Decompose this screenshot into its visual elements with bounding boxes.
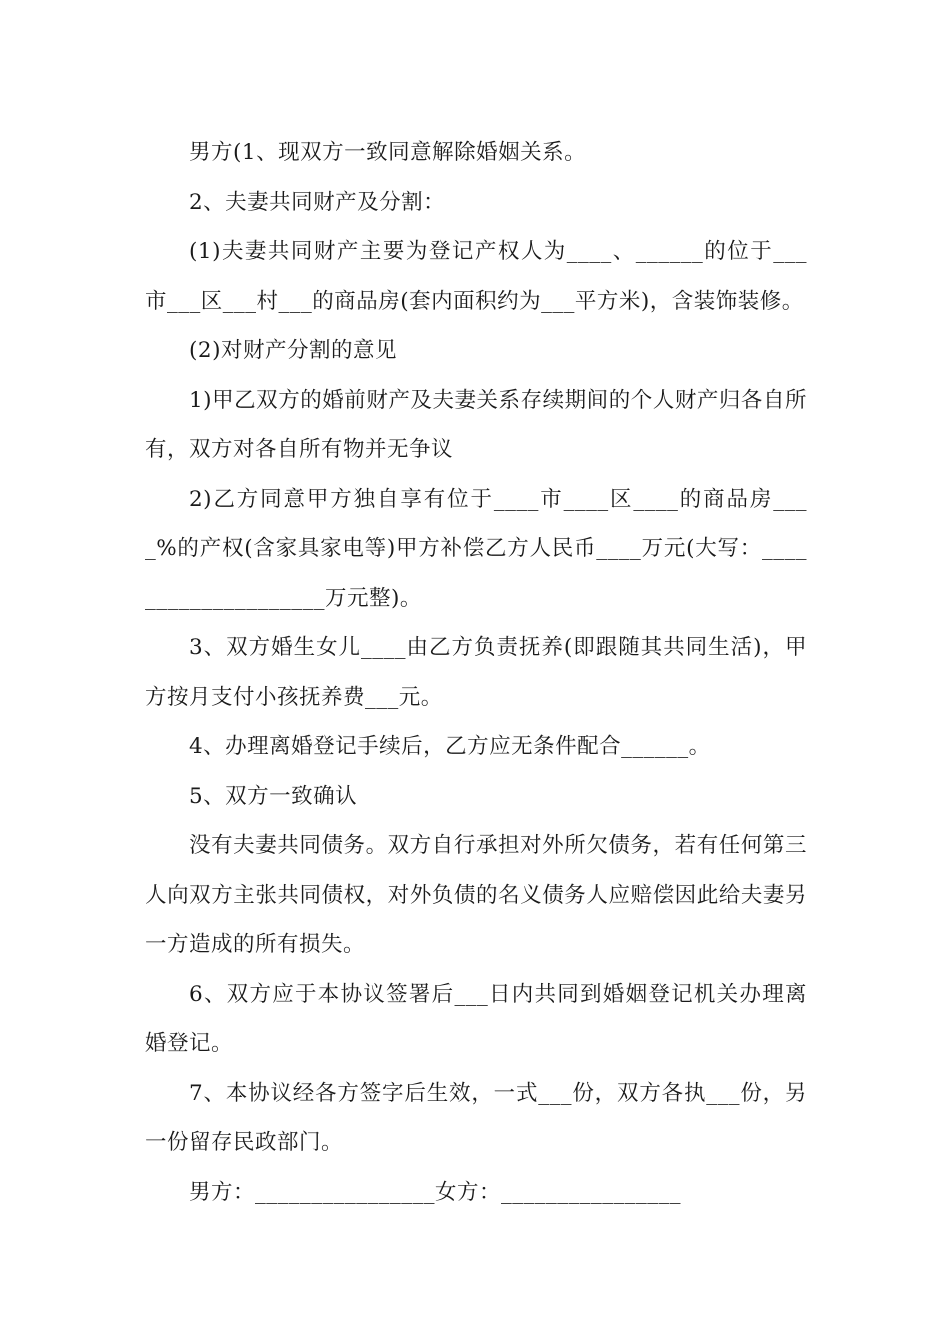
paragraph-mutual-confirmation: 5、双方一致确认 <box>189 783 358 809</box>
paragraph-house-ownership: 2)乙方同意甲方独自享有位于____市____区____的商品房____%的产权(含家具家电等)甲方补偿乙方人民币____万元(大写：____________________万元整)。 <box>145 486 807 611</box>
paragraph-section-2-heading: 2、夫妻共同财产及分割： <box>189 189 446 215</box>
paragraph-child-custody: 3、双方婚生女儿____由乙方负责抚养(即跟随其共同生活)，甲方按月支付小孩抚养费___元。 <box>145 635 807 710</box>
paragraph-debts: 没有夫妻共同债务。双方自行承担对外所欠债务，若有任何第三人向双方主张共同债权，对外负债的名义债务人应赔偿因此给夫妻另一方造成的所有损失。 <box>145 833 807 957</box>
paragraph-opening: 男方(1、现双方一致同意解除婚姻关系。 <box>189 140 587 165</box>
paragraph-premarital-property: 1)甲乙双方的婚前财产及夫妻关系存续期间的个人财产归各自所有，双方对各自所有物并无争议 <box>145 387 807 462</box>
signature-line: 男方：________________女方：________________ <box>189 1179 682 1205</box>
document-body <box>145 128 807 1217</box>
paragraph-registration-cooperation: 4、办理离婚登记手续后，乙方应无条件配合______。 <box>189 734 711 759</box>
paragraph-division-opinion-heading: (2)对财产分割的意见 <box>189 338 397 363</box>
paragraph-property-description: (1)夫妻共同财产主要为登记产权人为____、______的位于___市___区___村___的商品房(套内面积约为___平方米)，含装饰装修。 <box>145 239 807 314</box>
paragraph-effectiveness: 7、本协议经各方签字后生效，一式___份，双方各执___份，另一份留存民政部门。 <box>145 1080 807 1155</box>
paragraph-registration-deadline: 6、双方应于本协议签署后___日内共同到婚姻登记机关办理离婚登记。 <box>145 981 807 1056</box>
